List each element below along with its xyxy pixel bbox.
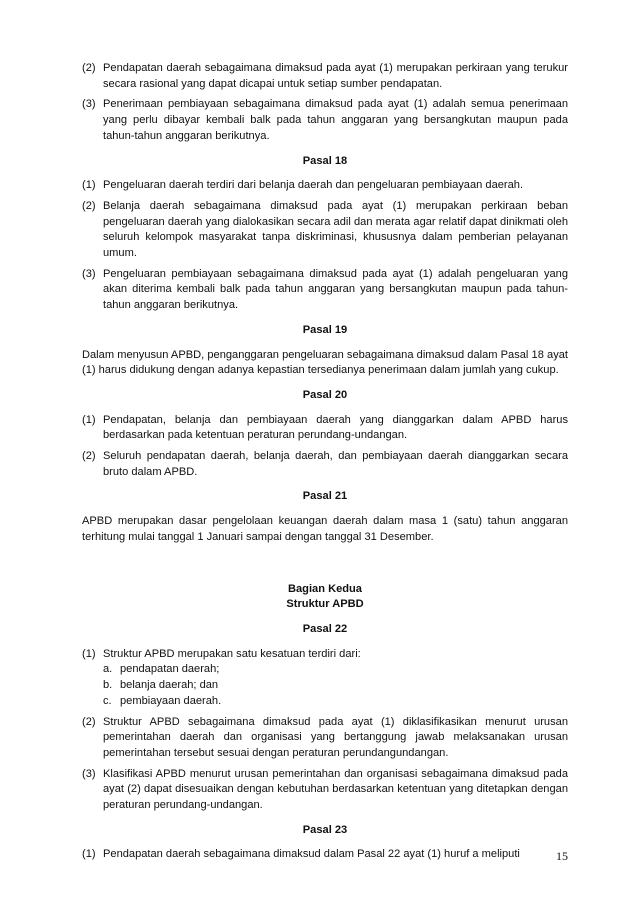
list-letter: c. [103,694,112,707]
ayat-text: Struktur APBD sebagaimana dimaksud pada ayat (1) diklasifikasikan menurut urusan pemerintahan daerah dan organisasi yang bertanggung jawab melaksanakan urusan pemerintahan tersebut sesuai dengan peraturan perundangundangan. [103,715,568,759]
pasal-22-heading: Pasal 22 [302,622,348,635]
list-text: pembiayaan daerah. [120,694,222,707]
ayat-22-3 [82,767,568,814]
list-item [103,678,568,694]
ayat-number: (1) [82,413,96,426]
ayat-number: (1) [82,179,96,192]
ayat-text: Penerimaan pembiayaan sebagaimana dimaksud pada ayat (1) adalah semua penerimaan yang perlu dibayar kembali balk pada tahun anggaran yang bersangkutan maupun pada tahun-tahun anggaran berikutnya. [103,98,568,142]
ayat-number: (2) [82,62,96,74]
ayat-text [103,647,568,710]
ayat-text: Seluruh pendapatan daerah, belanja daerah, dan pembiayaan daerah dianggarkan secara bruto dalam APBD. [103,450,568,478]
ayat-text: Pengeluaran pembiayaan sebagaimana dimaksud pada ayat (1) adalah pengeluaran yang akan diterima kembali balk pada tahun anggaran yang bersangkutan maupun pada tahun-tahun anggaran berikutnya. [103,267,568,312]
ayat-text: Klasifikasi APBD menurut urusan pemerintahan dan organisasi sebagaimana dimaksud pada ayat (2) dapat disesuaikan dengan kebutuhan berdasarkan ketentuan yang ditetapkan dengan peraturan perundang-undangan. [103,767,568,812]
pasal-18-heading: Pasal 18 [302,154,348,167]
ayat-number: (2) [82,450,96,463]
ayat-18-3 [82,267,568,314]
list-letter: b. [103,679,113,692]
ayat-number: (3) [82,98,96,111]
ayat-18-2 [82,199,568,262]
ayat-text: Belanja daerah sebagaimana dimaksud pada ayat (1) merupakan perkiraan beban pengeluaran daerah yang dialokasikan secara adil dan merata agar relatif dapat dinikmati oleh seluruh kelompok masyarakat tanpa diskriminasi, khususnya dalam pemberian pelayanan umum. [103,199,568,260]
list-letter: a. [103,663,113,676]
page-number: 15 [556,849,568,863]
ayat-number: (3) [82,267,96,280]
ayat-number: (1) [82,647,96,660]
ayat-number: (1) [82,848,96,861]
bagian-heading: Bagian Kedua [288,582,362,595]
ayat-number: (2) [82,199,96,212]
ayat-intro: Struktur APBD merupakan satu kesatuan terdiri dari: [103,647,361,660]
list-text: pendapatan daerah; [120,663,220,676]
pasal-19-text: Dalam menyusun APBD, penganggaran pengeluaran sebagaimana dimaksud dalam Pasal 18 ayat (1) harus didukung dengan adanya kepastian tersedianya penerimaan dalam jumlah yang cukup. [82,348,568,377]
list-item [103,694,568,710]
bagian-title: Struktur APBD [286,598,364,611]
ayat-text: Pendapatan, belanja dan pembiayaan daerah yang dianggarkan dalam APBD harus berdasarkan pada ketentuan peraturan perundang-undangan. [103,413,568,442]
ayat-20-1 [82,413,568,444]
ayat-22-2 [82,715,568,762]
ayat-23-1 [82,847,568,863]
ayat-number: (2) [82,715,96,728]
ayat-text: Pengeluaran daerah terdiri dari belanja daerah dan pengeluaran pembiayaan daerah. [103,179,524,192]
ayat-number: (3) [82,767,96,780]
ayat-17-3 [82,97,568,144]
ayat-17-2 [82,61,568,92]
ayat-18-1 [82,178,568,194]
pasal-20-heading: Pasal 20 [302,388,348,401]
pasal-23-heading: Pasal 23 [302,823,348,836]
ayat-22-1 [82,647,568,710]
list-text: belanja daerah; dan [120,679,219,692]
ayat-20-2 [82,449,568,480]
ayat-text: Pendapatan daerah sebagaimana dimaksud pada ayat (1) merupakan perkiraan yang terukur secara rasional yang dapat dicapai untuk setiap sumber pendapatan. [103,62,568,90]
list-item [103,662,568,678]
ayat-text: Pendapatan daerah sebagaimana dimaksud dalam Pasal 22 ayat (1) huruf a meliputi [103,848,520,861]
pasal-21-text: APBD merupakan dasar pengelolaan keuangan daerah dalam masa 1 (satu) tahun anggaran terhitung mulai tanggal 1 Januari sampai dengan tanggal 31 Desember. [82,515,568,543]
pasal-19-heading: Pasal 19 [302,323,348,336]
page-content [82,61,568,868]
pasal-21-heading: Pasal 21 [302,490,348,503]
